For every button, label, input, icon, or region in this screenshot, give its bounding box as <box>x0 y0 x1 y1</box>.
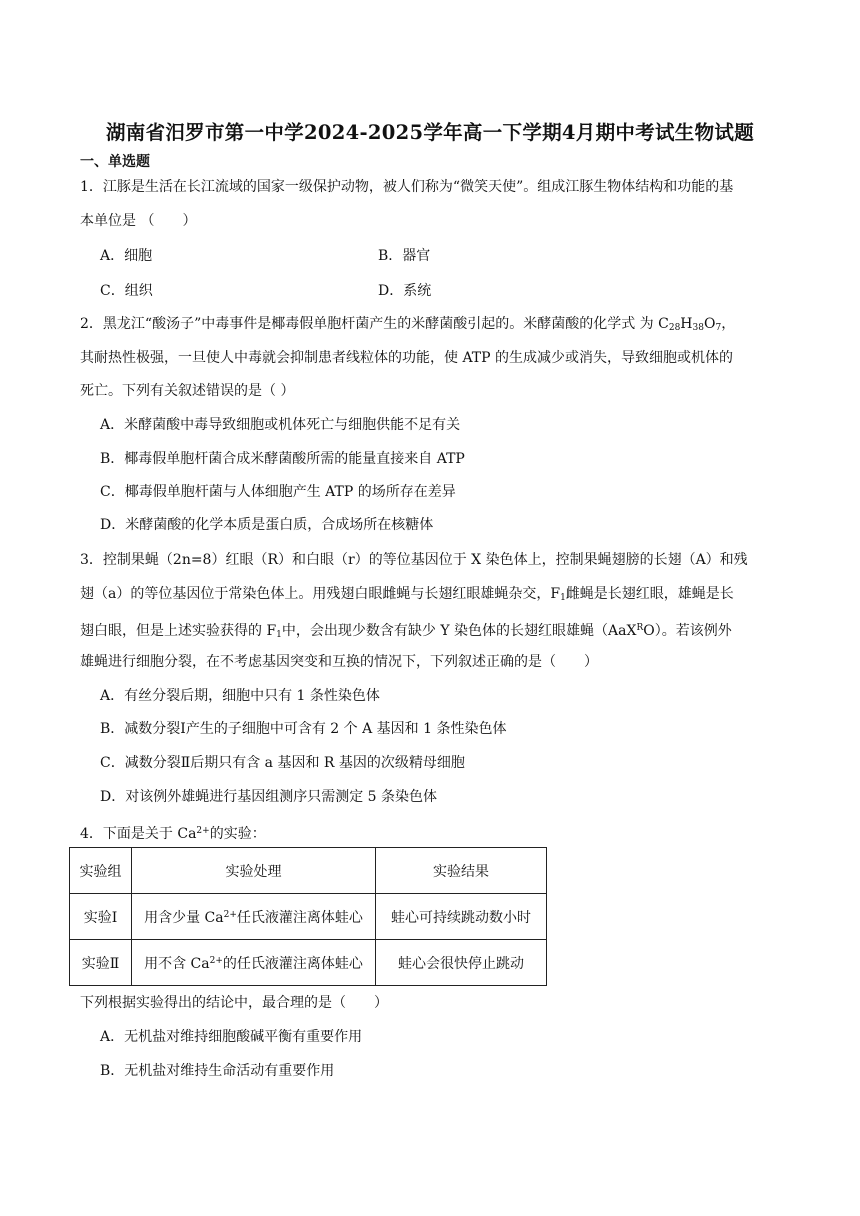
page-title: 湖南省汨罗市第一中学2024-2025学年高一下学期4月期中考试生物试题 <box>105 121 754 144</box>
table-row <box>70 894 547 940</box>
table-cell-result: 蛙心会很快停止跳动 <box>376 940 547 986</box>
q3-stem-line1: 3．控制果蝇（2n=8）红眼（R）和白眼（r）的等位基因位于 X 染色体上，控制果蝇翅膀的长翅（A）和残 <box>80 552 748 568</box>
superscript: 2+ <box>209 955 223 966</box>
q3-text: 翅（a）的等位基因位于常染色体上。用残翅白眼雌蝇与长翅红眼雄蝇杂交，F <box>80 586 561 602</box>
experiment-table <box>69 847 547 986</box>
table-cell-group: 实验Ⅰ <box>70 894 132 940</box>
q3-option-a: A．有丝分裂后期，细胞中只有 1 条性染色体 <box>100 688 380 704</box>
q4-option-a: A．无机盐对维持细胞酸碱平衡有重要作用 <box>100 1029 363 1045</box>
q4-text: 的实验： <box>209 826 266 842</box>
q3-text: 中，会出现少数含有缺少 Y 染色体的长翅红眼雄蝇（AaX <box>281 623 637 639</box>
q3-option-b: B．减数分裂Ⅰ产生的子细胞中可含有 2 个 A 基因和 1 条性染色体 <box>100 721 507 737</box>
q4-text: 4．下面是关于 Ca <box>80 826 197 842</box>
table-header-cell: 实验处理 <box>131 848 375 894</box>
q2-stem-line1 <box>80 314 735 338</box>
q4-question: 下列根据实验得出的结论中，最合理的是（ ） <box>80 995 388 1011</box>
table-header-cell: 实验组 <box>70 848 132 894</box>
table-header-row <box>70 848 547 894</box>
formula-element: H <box>680 316 693 332</box>
section-heading: 一、单选题 <box>80 154 150 170</box>
cell-text: 用含少量 Ca <box>144 909 224 926</box>
subscript: 1 <box>560 593 566 603</box>
superscript: 2+ <box>196 826 210 836</box>
q2-option-c: C．椰毒假单胞杆菌与人体细胞产生 ATP 的场所存在差异 <box>100 484 456 500</box>
cell-text: 的任氏液灌注离体蛙心 <box>222 955 363 972</box>
q3-option-c: C．减数分裂Ⅱ后期只有含 a 基因和 R 基因的次级精母细胞 <box>100 755 465 771</box>
cell-text: 用不含 Ca <box>144 955 210 972</box>
q2-option-b: B．椰毒假单胞杆菌合成米酵菌酸所需的能量直接来自 ATP <box>100 451 465 467</box>
q3-stem-line4: 雄蝇进行细胞分裂，在不考虑基因突变和互换的情况下，下列叙述正确的是（ ） <box>80 654 598 670</box>
q4-option-b: B．无机盐对维持生命活动有重要作用 <box>100 1063 335 1079</box>
formula-sub: 28 <box>668 323 681 333</box>
q4-stem-line1 <box>80 821 266 844</box>
subscript: 1 <box>276 630 282 640</box>
punctuation: ， <box>721 316 736 332</box>
q1-stem-line1: 1．江豚是生活在长江流域的国家一级保护动物，被人们称为“微笑天使”。组成江豚生物体结构和功能的基 <box>80 179 734 195</box>
table-cell-treatment <box>131 940 375 986</box>
q1-stem-line2: 本单位是 （ ） <box>80 213 197 229</box>
q2-stem-line3: 死亡。下列有关叙述错误的是（ ） <box>80 383 295 399</box>
formula-element: O <box>703 316 716 332</box>
q3-stem-line2 <box>80 584 734 608</box>
table-cell-result: 蛙心可持续跳动数小时 <box>376 894 547 940</box>
q1-option-d: D．系统 <box>378 283 432 299</box>
q3-text: 翅白眼，但是上述实验获得的 F <box>80 623 277 639</box>
table-cell-group: 实验Ⅱ <box>70 940 132 986</box>
q1-option-a: A．细胞 <box>100 248 153 264</box>
q3-stem-line3 <box>80 618 732 645</box>
table-header-cell: 实验结果 <box>376 848 547 894</box>
cell-text: 任氏液灌注离体蛙心 <box>236 909 363 926</box>
table-row <box>70 940 547 986</box>
q2-option-a: A．米酵菌酸中毒导致细胞或机体死亡与细胞供能不足有关 <box>100 417 461 433</box>
formula-sub: 7 <box>715 323 722 333</box>
superscript: 2+ <box>223 909 237 920</box>
q2-option-d: D．米酵菌酸的化学本质是蛋白质，合成场所在核糖体 <box>100 517 434 533</box>
q2-stem-line2: 其耐热性极强，一旦使人中毒就会抑制患者线粒体的功能，使 ATP 的生成减少或消失，导致细胞或机体的 <box>80 350 734 366</box>
q2-stem-text: 2．黑龙江“酸汤子”中毒事件是椰毒假单胞杆菌产生的米酵菌酸引起的。米酵菌酸的化学式 为 C <box>80 316 669 332</box>
table-cell-treatment <box>131 894 375 940</box>
formula-sub: 38 <box>692 323 704 333</box>
q1-option-b: B．器官 <box>378 248 431 264</box>
q3-text: 雌蝇是长翅红眼，雄蝇是长 <box>565 586 734 602</box>
q1-option-c: C．组织 <box>100 283 153 299</box>
q3-option-d: D．对该例外雄蝇进行基因组测序只需测定 5 条染色体 <box>100 789 438 805</box>
q3-text: O）。若该例外 <box>643 623 732 639</box>
superscript: R <box>636 623 644 633</box>
